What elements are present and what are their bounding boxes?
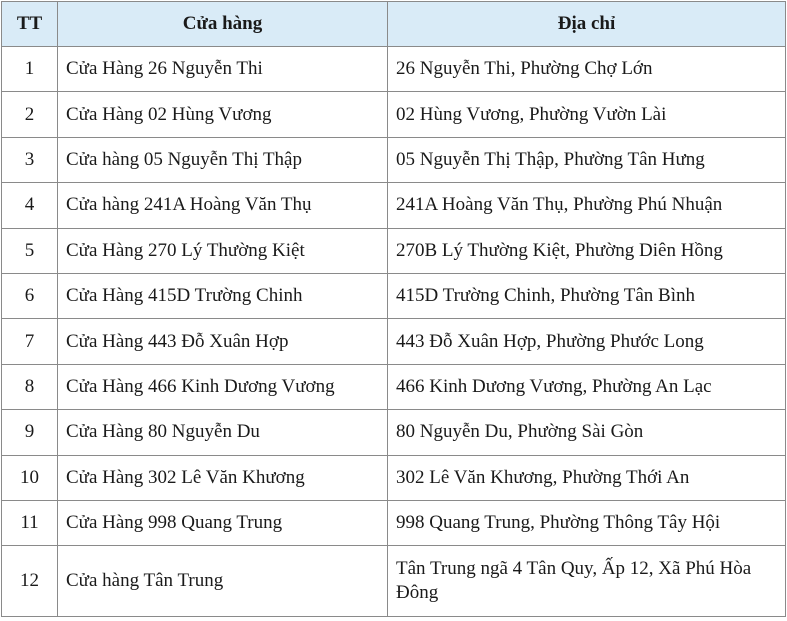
store-address: 80 Nguyễn Du, Phường Sài Gòn [388, 410, 786, 455]
row-number: 2 [2, 92, 58, 137]
header-store: Cửa hàng [58, 2, 388, 47]
table-row [2, 183, 786, 228]
store-name: Cửa Hàng 80 Nguyễn Du [58, 410, 388, 455]
row-number: 7 [2, 319, 58, 364]
row-number: 6 [2, 273, 58, 318]
row-number: 5 [2, 228, 58, 273]
header-tt: TT [2, 2, 58, 47]
table-row [2, 500, 786, 545]
row-number: 4 [2, 183, 58, 228]
store-name: Cửa hàng 05 Nguyễn Thị Thập [58, 137, 388, 182]
store-name: Cửa Hàng 443 Đỗ Xuân Hợp [58, 319, 388, 364]
store-name: Cửa Hàng 02 Hùng Vương [58, 92, 388, 137]
store-address: 998 Quang Trung, Phường Thông Tây Hội [388, 500, 786, 545]
table-row [2, 410, 786, 455]
table-row [2, 137, 786, 182]
row-number: 1 [2, 47, 58, 92]
store-address: 05 Nguyễn Thị Thập, Phường Tân Hưng [388, 137, 786, 182]
store-address: 415D Trường Chinh, Phường Tân Bình [388, 273, 786, 318]
store-name: Cửa Hàng 270 Lý Thường Kiệt [58, 228, 388, 273]
header-address: Địa chỉ [388, 2, 786, 47]
row-number: 8 [2, 364, 58, 409]
store-address: 270B Lý Thường Kiệt, Phường Diên Hồng [388, 228, 786, 273]
store-table [1, 1, 786, 617]
row-number: 12 [2, 546, 58, 617]
store-address: 241A Hoàng Văn Thụ, Phường Phú Nhuận [388, 183, 786, 228]
table-row [2, 47, 786, 92]
row-number: 9 [2, 410, 58, 455]
store-address: 466 Kinh Dương Vương, Phường An Lạc [388, 364, 786, 409]
store-address: Tân Trung ngã 4 Tân Quy, Ấp 12, Xã Phú Hòa Đông [388, 546, 786, 617]
table-row [2, 319, 786, 364]
store-address: 02 Hùng Vương, Phường Vườn Lài [388, 92, 786, 137]
store-address: 302 Lê Văn Khương, Phường Thới An [388, 455, 786, 500]
store-name: Cửa hàng 241A Hoàng Văn Thụ [58, 183, 388, 228]
row-number: 3 [2, 137, 58, 182]
row-number: 10 [2, 455, 58, 500]
table-row [2, 455, 786, 500]
store-name: Cửa Hàng 26 Nguyễn Thi [58, 47, 388, 92]
table-row [2, 92, 786, 137]
store-name: Cửa hàng Tân Trung [58, 546, 388, 617]
table-row [2, 546, 786, 617]
store-address: 443 Đỗ Xuân Hợp, Phường Phước Long [388, 319, 786, 364]
store-name: Cửa Hàng 466 Kinh Dương Vương [58, 364, 388, 409]
table-row [2, 364, 786, 409]
store-address: 26 Nguyễn Thi, Phường Chợ Lớn [388, 47, 786, 92]
store-name: Cửa Hàng 998 Quang Trung [58, 500, 388, 545]
table-row [2, 228, 786, 273]
row-number: 11 [2, 500, 58, 545]
store-name: Cửa Hàng 302 Lê Văn Khương [58, 455, 388, 500]
table-row [2, 273, 786, 318]
header-row [2, 2, 786, 47]
store-name: Cửa Hàng 415D Trường Chinh [58, 273, 388, 318]
